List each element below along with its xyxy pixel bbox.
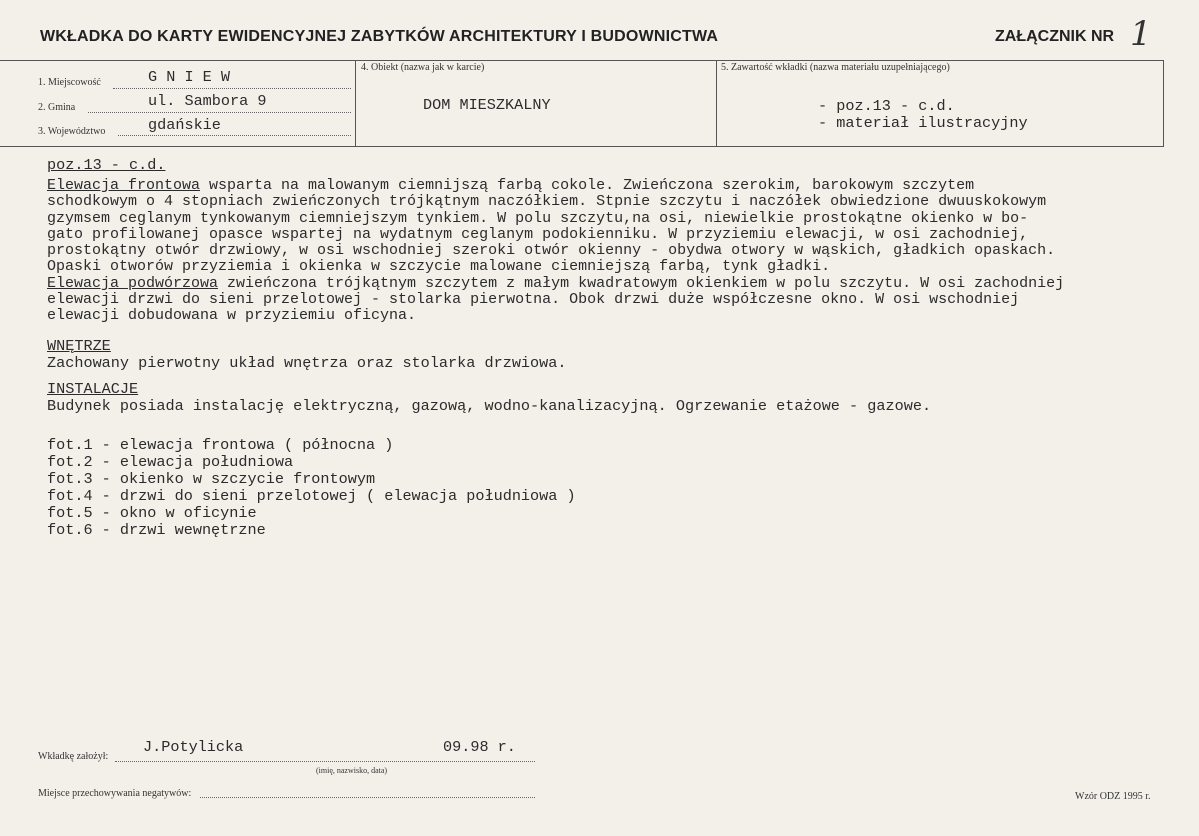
zawartosc-line-2: - materiał ilustracyjny — [818, 114, 1028, 132]
photo-item: fot.2 - elewacja południowa — [47, 453, 294, 471]
zalozyl-date: 09.98 r. — [443, 738, 516, 756]
obiekt-label: 4. Obiekt (nazwa jak w karcie) — [361, 62, 485, 73]
wojewodztwo-label: 3. Województwo — [38, 126, 106, 137]
photo-item: fot.6 - drzwi wewnętrzne — [47, 521, 266, 539]
description-line — [47, 292, 1064, 308]
gmina-value: ul. Sambora 9 — [148, 92, 267, 110]
instalacje-heading: INSTALACJE — [47, 380, 139, 398]
negatywy-label: Miejsce przechowywania negatywów: — [38, 788, 192, 799]
description-text: elewacji dobudowana w przyziemiu oficyna. — [47, 307, 417, 325]
description-block — [47, 178, 1064, 325]
description-line — [47, 211, 1064, 227]
form-right-border — [1163, 60, 1164, 146]
description-line — [47, 276, 1064, 292]
underlined-subheading: Elewacja podwórzowa — [47, 274, 219, 292]
document-title: WKŁADKA DO KARTY EWIDENCYJNEJ ZABYTKÓW ARCHITEKTURY I BUDOWNICTWA — [40, 28, 719, 45]
form-divider-1 — [355, 60, 356, 146]
zalozyl-name: J.Potylicka — [143, 738, 244, 756]
photo-item: fot.3 - okienko w szczycie frontowym — [47, 470, 376, 488]
photo-item: fot.5 - okno w oficynie — [47, 504, 257, 522]
description-text: zwieńczona trójkątnym szczytem z małym kwadratowym okienkiem w polu szczytu. W osi zachodniej — [218, 274, 1065, 292]
description-line — [47, 227, 1064, 243]
annex-number: 1 — [1130, 14, 1152, 54]
description-text: wsparta na malowanym ciemnijszą farbą cokole. Zwieńczona szerokim, barokowym szczytem — [200, 177, 975, 194]
form-top-border — [0, 60, 1164, 61]
form-bottom-border — [0, 146, 1164, 147]
gmina-label: 2. Gmina — [38, 102, 76, 113]
zawartosc-label: 5. Zawartość wkładki (nazwa materiału uzupełniającego) — [721, 62, 950, 73]
zalozyl-label: Wkładkę założył: — [38, 751, 109, 762]
photo-item: fot.4 - drzwi do sieni przelotowej ( elewacja południowa ) — [47, 487, 576, 505]
miejscowosc-dots — [113, 88, 351, 89]
section-heading: poz.13 - c.d. — [47, 156, 166, 174]
description-text: elewacji drzwi do sieni przelotowej - stolarka pierwotna. Obok drzwi duże współczesne okno. W osi wschodniej — [47, 291, 1020, 309]
zalozyl-dots — [115, 761, 535, 762]
form-divider-2 — [716, 60, 717, 146]
gmina-dots — [88, 112, 351, 113]
wojewodztwo-dots — [118, 135, 351, 136]
wnetrze-heading: WNĘTRZE — [47, 337, 111, 355]
description-text: prostokątny otwór drzwiowy, w osi wschodniej szeroki otwór okienny - obydwa otwory w wąskich, gładkich opaskach. — [47, 242, 1056, 260]
negatywy-dots — [200, 797, 535, 798]
description-text: gato profilowanej opasce wspartej na wydatnym ceglanym podokienniku. W przyziemiu elewacji, w osi zachodniej, — [47, 225, 1029, 243]
annex-label: ZAŁĄCZNIK NR — [995, 28, 1115, 45]
description-text: schodkowym o 4 stopniach zwieńczonych trójkątnym naczółkiem. Stpnie szczytu i naczółek obwiedzione dwuuskokowym — [47, 193, 1047, 211]
description-text: gzymsem ceglanym tynkowanym ciemniejszym tynkiem. W polu szczytu,na osi, niewielkie prostokątne okienko w bo- — [47, 209, 1029, 227]
instalacje-text: Budynek posiada instalację elektryczną, gazową, wodno-kanalizacyjną. Ogrzewanie etażowe - gazowe. — [47, 397, 932, 415]
description-line — [47, 259, 1064, 275]
underlined-subheading: Elewacja frontowa — [47, 177, 201, 194]
obiekt-value: DOM MIESZKALNY — [423, 96, 551, 114]
wojewodztwo-value: gdańskie — [148, 116, 221, 134]
miejscowosc-label: 1. Miejscowość — [38, 77, 101, 88]
wnetrze-text: Zachowany pierwotny układ wnętrza oraz stolarka drzwiowa. — [47, 354, 567, 372]
description-line — [47, 308, 1064, 324]
form-version: Wzór ODZ 1995 r. — [1075, 791, 1151, 802]
description-line — [47, 178, 1064, 194]
miejscowosc-value: G N I E W — [148, 68, 231, 86]
description-line — [47, 194, 1064, 210]
description-text: Opaski otworów przyziemia i okienka w szczycie malowane ciemniejszą farbą, tynk gładki. — [47, 258, 831, 276]
zawartosc-line-1: - poz.13 - c.d. — [818, 97, 955, 115]
name-caption: (imię, nazwisko, data) — [316, 766, 388, 775]
description-line — [47, 243, 1064, 259]
photo-item: fot.1 - elewacja frontowa ( północna ) — [47, 436, 394, 454]
